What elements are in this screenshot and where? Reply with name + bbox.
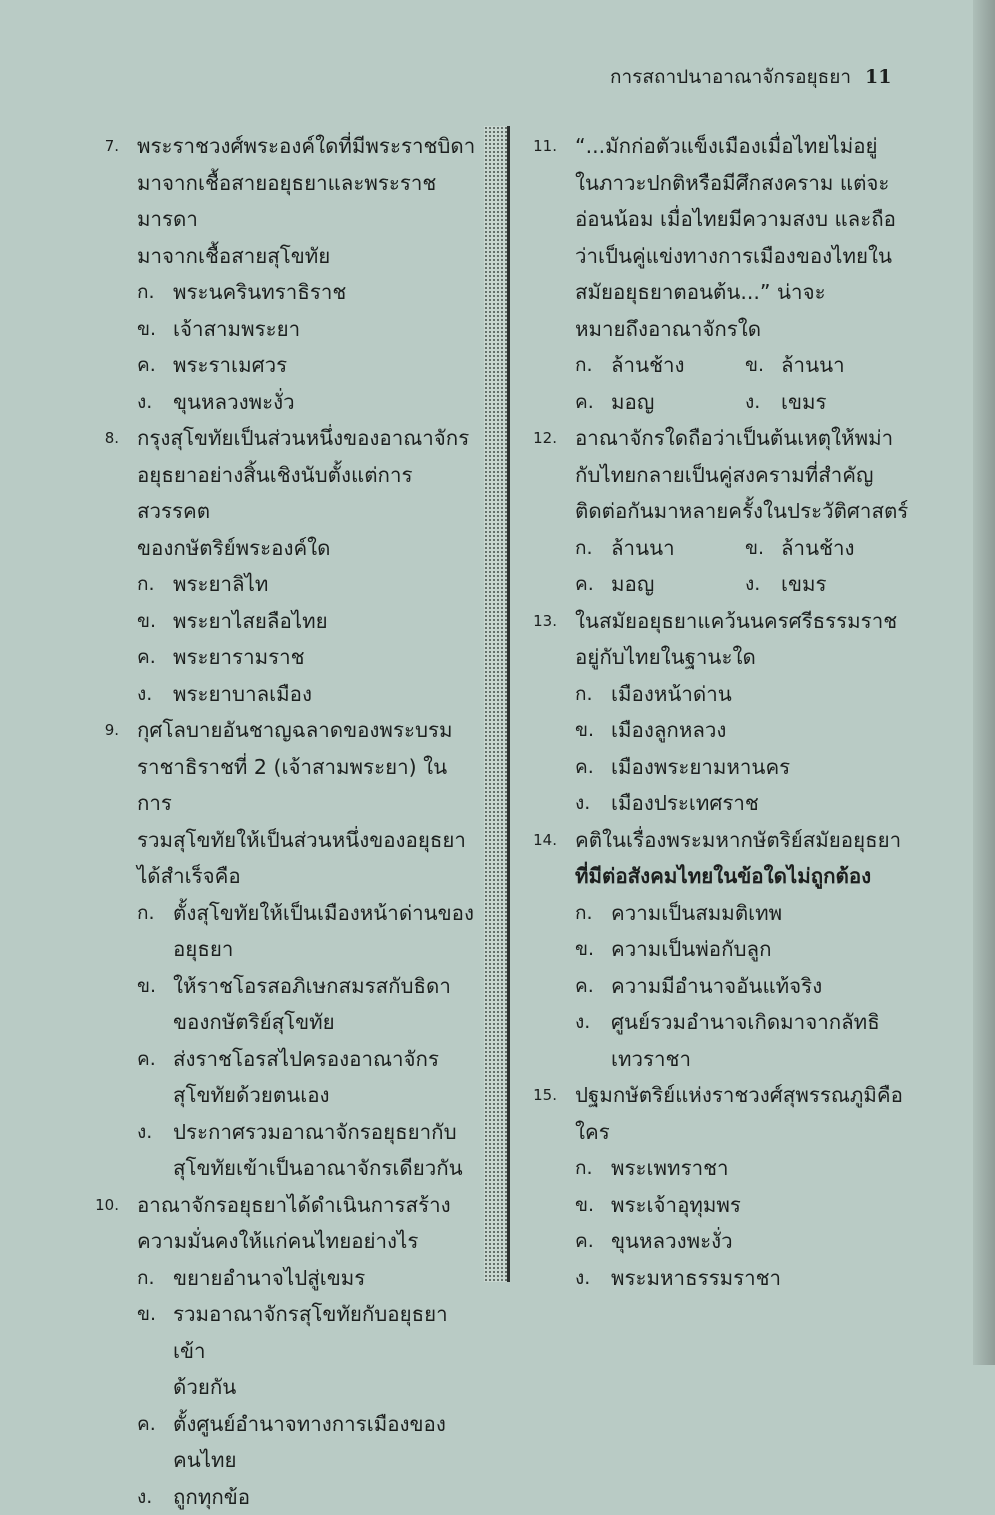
question-number: 11.	[520, 128, 575, 165]
option-letter: ข.	[575, 712, 611, 749]
answer-option	[82, 895, 480, 932]
question-text: ติดต่อกันมาหลายครั้งในประวัติศาสตร์	[575, 493, 908, 530]
question-item	[520, 420, 930, 603]
answer-option	[82, 639, 480, 676]
option-letter	[137, 1004, 173, 1041]
question-line	[82, 238, 480, 275]
option-letter: ข.	[575, 931, 611, 968]
question-line	[82, 128, 480, 165]
option-text: สุโขทัยด้วยตนเอง	[173, 1077, 330, 1114]
question-number	[82, 858, 137, 895]
question-line	[82, 420, 480, 457]
answer-option	[575, 384, 745, 421]
question-text: ราชาธิราชที่ 2 (เจ้าสามพระยา) ในการ	[137, 749, 480, 822]
question-number	[520, 457, 575, 494]
question-number	[82, 530, 137, 567]
option-text: เขมร	[781, 384, 827, 421]
option-letter: ข.	[745, 530, 781, 567]
option-letter: ข.	[137, 968, 173, 1005]
option-letter	[137, 931, 173, 968]
page-number: 11	[865, 66, 891, 88]
question-line	[520, 822, 930, 859]
running-header	[610, 62, 940, 92]
option-text: เมืองหน้าด่าน	[611, 676, 732, 713]
answer-option	[745, 384, 915, 421]
question-line	[520, 274, 930, 311]
question-text: กุศโลบายอันชาญฉลาดของพระบรม	[137, 712, 453, 749]
option-text: ล้านช้าง	[611, 347, 685, 384]
question-line	[520, 165, 930, 202]
question-number	[520, 1114, 575, 1151]
question-line	[520, 128, 930, 165]
answer-option	[82, 968, 480, 1005]
option-text: รวมอาณาจักรสุโขทัยกับอยุธยาเข้า	[173, 1296, 480, 1369]
answer-option	[575, 347, 745, 384]
answer-option	[82, 384, 480, 421]
question-text: คติในเรื่องพระมหากษัตริย์สมัยอยุธยา	[575, 822, 901, 859]
answer-option	[575, 566, 745, 603]
question-line	[82, 822, 480, 859]
answer-option	[520, 712, 930, 749]
question-text: กรุงสุโขทัยเป็นส่วนหนึ่งของอาณาจักร	[137, 420, 469, 457]
question-item	[82, 420, 480, 712]
answer-option	[520, 968, 930, 1005]
option-text: ความมีอำนาจอันแท้จริง	[611, 968, 822, 1005]
question-text: ในสมัยอยุธยาแคว้นนครศรีธรรมราช	[575, 603, 897, 640]
question-text: มาจากเชื้อสายอยุธยาและพระราชมารดา	[137, 165, 480, 238]
answer-option	[520, 785, 930, 822]
question-text: อาณาจักรใดถือว่าเป็นต้นเหตุให้พม่า	[575, 420, 893, 457]
option-letter: ค.	[137, 1041, 173, 1078]
option-letter: ง.	[137, 384, 173, 421]
question-text: หมายถึงอาณาจักรใด	[575, 311, 761, 348]
question-number: 10.	[82, 1187, 137, 1224]
answer-option	[82, 311, 480, 348]
option-text: ตั้งศูนย์อำนาจทางการเมืองของ	[173, 1406, 446, 1443]
question-line	[82, 858, 480, 895]
question-text: กับไทยกลายเป็นคู่สงครามที่สำคัญ	[575, 457, 874, 494]
question-number	[520, 639, 575, 676]
question-text: อาณาจักรอยุธยาได้ดำเนินการสร้าง	[137, 1187, 451, 1224]
option-text: ด้วยกัน	[173, 1369, 236, 1406]
question-number	[82, 1223, 137, 1260]
question-line	[82, 165, 480, 238]
question-number: 13.	[520, 603, 575, 640]
question-item	[520, 128, 930, 420]
option-letter: ง.	[745, 384, 781, 421]
option-text: พระยาลิไท	[173, 566, 268, 603]
question-item	[520, 822, 930, 1078]
answer-option	[82, 1077, 480, 1114]
option-text: เทวราชา	[611, 1041, 691, 1078]
answer-option	[745, 566, 915, 603]
answer-option	[520, 895, 930, 932]
option-text: พระเจ้าอุทุมพร	[611, 1187, 741, 1224]
answer-option	[82, 1004, 480, 1041]
question-line	[520, 493, 930, 530]
option-letter	[137, 1369, 173, 1406]
option-letter: ข.	[137, 603, 173, 640]
question-text: ว่าเป็นคู่แข่งทางการเมืองของไทยใน	[575, 238, 892, 275]
option-text: ของกษัตริย์สุโขทัย	[173, 1004, 335, 1041]
answer-option	[575, 530, 745, 567]
answer-option	[520, 1187, 930, 1224]
option-letter: ค.	[575, 384, 611, 421]
option-text: พระเพทราชา	[611, 1150, 729, 1187]
question-line	[82, 457, 480, 530]
answer-option	[82, 1260, 480, 1297]
question-line	[520, 639, 930, 676]
answer-option	[520, 676, 930, 713]
option-letter: ก.	[137, 566, 173, 603]
question-number	[82, 238, 137, 275]
option-text: เมืองประเทศราช	[611, 785, 759, 822]
answer-option	[82, 1150, 480, 1187]
question-number	[82, 457, 137, 530]
option-letter: ง.	[137, 1114, 173, 1151]
option-letter: ค.	[137, 639, 173, 676]
option-letter: ง.	[575, 1004, 611, 1041]
answer-option	[520, 749, 930, 786]
answer-option	[745, 347, 915, 384]
option-text: ล้านช้าง	[781, 530, 855, 567]
question-number	[82, 822, 137, 859]
answer-option	[520, 1041, 930, 1078]
question-text: ที่มีต่อสังคมไทยในข้อใดไม่ถูกต้อง	[575, 858, 871, 895]
answer-option	[520, 1150, 930, 1187]
answer-option	[520, 1223, 930, 1260]
option-letter: ค.	[137, 347, 173, 384]
answer-option	[82, 603, 480, 640]
question-text: อยุธยาอย่างสิ้นเชิงนับตั้งแต่การสวรรคต	[137, 457, 480, 530]
option-text: ประกาศรวมอาณาจักรอยุธยากับ	[173, 1114, 457, 1151]
question-line	[82, 749, 480, 822]
option-letter	[137, 1442, 173, 1479]
question-number	[520, 201, 575, 238]
question-number: 12.	[520, 420, 575, 457]
answer-option-pair	[520, 530, 930, 567]
answer-option	[82, 274, 480, 311]
question-line	[520, 420, 930, 457]
option-letter: ค.	[137, 1406, 173, 1443]
question-number	[520, 165, 575, 202]
answer-option	[745, 530, 915, 567]
question-number: 8.	[82, 420, 137, 457]
option-text: พระมหาธรรมราชา	[611, 1260, 781, 1297]
answer-option	[82, 1041, 480, 1078]
question-text: ใคร	[575, 1114, 610, 1151]
option-text: ให้ราชโอรสอภิเษกสมรสกับธิดา	[173, 968, 451, 1005]
option-letter: ค.	[575, 968, 611, 1005]
question-text: ได้สำเร็จคือ	[137, 858, 241, 895]
option-text: เจ้าสามพระยา	[173, 311, 300, 348]
question-text: ของกษัตริย์พระองค์ใด	[137, 530, 331, 567]
option-text: ขุนหลวงพะงั่ว	[173, 384, 295, 421]
option-text: ตั้งสุโขทัยให้เป็นเมืองหน้าด่านของ	[173, 895, 474, 932]
option-letter: ก.	[137, 274, 173, 311]
answer-option	[520, 1260, 930, 1297]
option-text: เขมร	[781, 566, 827, 603]
answer-option	[82, 347, 480, 384]
left-column	[82, 128, 480, 1515]
question-text: อยู่กับไทยในฐานะใด	[575, 639, 756, 676]
option-letter	[137, 1077, 173, 1114]
question-item	[520, 1077, 930, 1296]
option-letter: ค.	[575, 1223, 611, 1260]
option-text: ศูนย์รวมอำนาจเกิดมาจากลัทธิ	[611, 1004, 880, 1041]
option-letter: ก.	[575, 347, 611, 384]
option-letter: ข.	[575, 1187, 611, 1224]
question-number	[520, 274, 575, 311]
right-column	[520, 128, 930, 1296]
option-text: พระยารามราช	[173, 639, 305, 676]
question-item	[520, 603, 930, 822]
answer-option	[82, 1479, 480, 1515]
question-number	[520, 493, 575, 530]
question-number	[82, 749, 137, 822]
answer-option	[82, 1114, 480, 1151]
question-item	[82, 1187, 480, 1515]
question-line	[82, 1223, 480, 1260]
answer-option	[82, 1442, 480, 1479]
option-letter: ข.	[137, 311, 173, 348]
question-text: มาจากเชื้อสายสุโขทัย	[137, 238, 330, 275]
option-letter: ก.	[575, 895, 611, 932]
question-line	[520, 603, 930, 640]
answer-option-pair	[520, 347, 930, 384]
question-item	[82, 712, 480, 1187]
option-text: ส่งราชโอรสไปครองอาณาจักร	[173, 1041, 439, 1078]
question-line	[520, 1077, 930, 1114]
column-divider	[484, 126, 510, 1282]
answer-option-pair	[520, 384, 930, 421]
option-letter: ก.	[575, 1150, 611, 1187]
option-text: พระราเมศวร	[173, 347, 287, 384]
answer-option-pair	[520, 566, 930, 603]
option-text: ขุนหลวงพะงั่ว	[611, 1223, 733, 1260]
question-number: 9.	[82, 712, 137, 749]
option-letter: ข.	[137, 1296, 173, 1369]
question-text: “...มักก่อตัวแข็งเมืองเมื่อไทยไม่อยู่	[575, 128, 878, 165]
question-number: 7.	[82, 128, 137, 165]
option-letter: ง.	[575, 1260, 611, 1297]
chapter-title: การสถาปนาอาณาจักรอยุธยา	[610, 66, 851, 88]
option-text: มอญ	[611, 566, 654, 603]
option-text: อยุธยา	[173, 931, 233, 968]
option-letter: ง.	[575, 785, 611, 822]
question-line	[520, 201, 930, 238]
answer-option	[520, 931, 930, 968]
answer-option	[82, 931, 480, 968]
option-text: พระยาบาลเมือง	[173, 676, 312, 713]
option-letter: ค.	[575, 566, 611, 603]
option-text: ถูกทุกข้อ	[173, 1479, 250, 1515]
option-text: พระนครินทราธิราช	[173, 274, 346, 311]
option-letter: ง.	[137, 1479, 173, 1515]
question-text: สมัยอยุธยาตอนต้น...” น่าจะ	[575, 274, 826, 311]
option-text: ความเป็นพ่อกับลูก	[611, 931, 772, 968]
option-text: สุโขทัยเข้าเป็นอาณาจักรเดียวกัน	[173, 1150, 463, 1187]
question-line	[520, 457, 930, 494]
option-letter	[137, 1150, 173, 1187]
question-line	[82, 530, 480, 567]
option-text: มอญ	[611, 384, 654, 421]
question-line	[520, 311, 930, 348]
option-letter: ข.	[745, 347, 781, 384]
question-number: 14.	[520, 822, 575, 859]
option-text: ขยายอำนาจไปสู่เขมร	[173, 1260, 365, 1297]
question-number	[520, 311, 575, 348]
option-letter	[575, 1041, 611, 1078]
question-number	[520, 238, 575, 275]
question-text: ปฐมกษัตริย์แห่งราชวงศ์สุพรรณภูมิคือ	[575, 1077, 903, 1114]
answer-option	[82, 1369, 480, 1406]
question-item	[82, 128, 480, 420]
answer-option	[520, 1004, 930, 1041]
option-text: เมืองพระยามหานคร	[611, 749, 790, 786]
option-letter: ก.	[575, 530, 611, 567]
option-letter: ก.	[137, 1260, 173, 1297]
question-text: ความมั่นคงให้แก่คนไทยอย่างไร	[137, 1223, 418, 1260]
page-edge	[973, 0, 995, 1365]
question-text: อ่อนน้อม เมื่อไทยมีความสงบ และถือ	[575, 201, 896, 238]
question-text: พระราชวงศ์พระองค์ใดที่มีพระราชบิดา	[137, 128, 475, 165]
question-text: ในภาวะปกติหรือมีศึกสงคราม แต่จะ	[575, 165, 889, 202]
question-text: รวมสุโขทัยให้เป็นส่วนหนึ่งของอยุธยา	[137, 822, 466, 859]
question-line	[520, 1114, 930, 1151]
question-line	[520, 858, 930, 895]
option-letter: ง.	[745, 566, 781, 603]
option-text: ล้านนา	[781, 347, 845, 384]
option-letter: ค.	[575, 749, 611, 786]
option-letter: ก.	[575, 676, 611, 713]
option-letter: ง.	[137, 676, 173, 713]
answer-option	[82, 1406, 480, 1443]
question-number	[82, 165, 137, 238]
question-line	[520, 238, 930, 275]
question-line	[82, 712, 480, 749]
option-text: ล้านนา	[611, 530, 675, 567]
answer-option	[82, 676, 480, 713]
question-number	[520, 858, 575, 895]
answer-option	[82, 1296, 480, 1369]
answer-option	[82, 566, 480, 603]
question-line	[82, 1187, 480, 1224]
option-text: คนไทย	[173, 1442, 237, 1479]
option-text: พระยาไสยลือไทย	[173, 603, 328, 640]
option-text: เมืองลูกหลวง	[611, 712, 726, 749]
option-letter: ก.	[137, 895, 173, 932]
question-number: 15.	[520, 1077, 575, 1114]
option-text: ความเป็นสมมติเทพ	[611, 895, 782, 932]
